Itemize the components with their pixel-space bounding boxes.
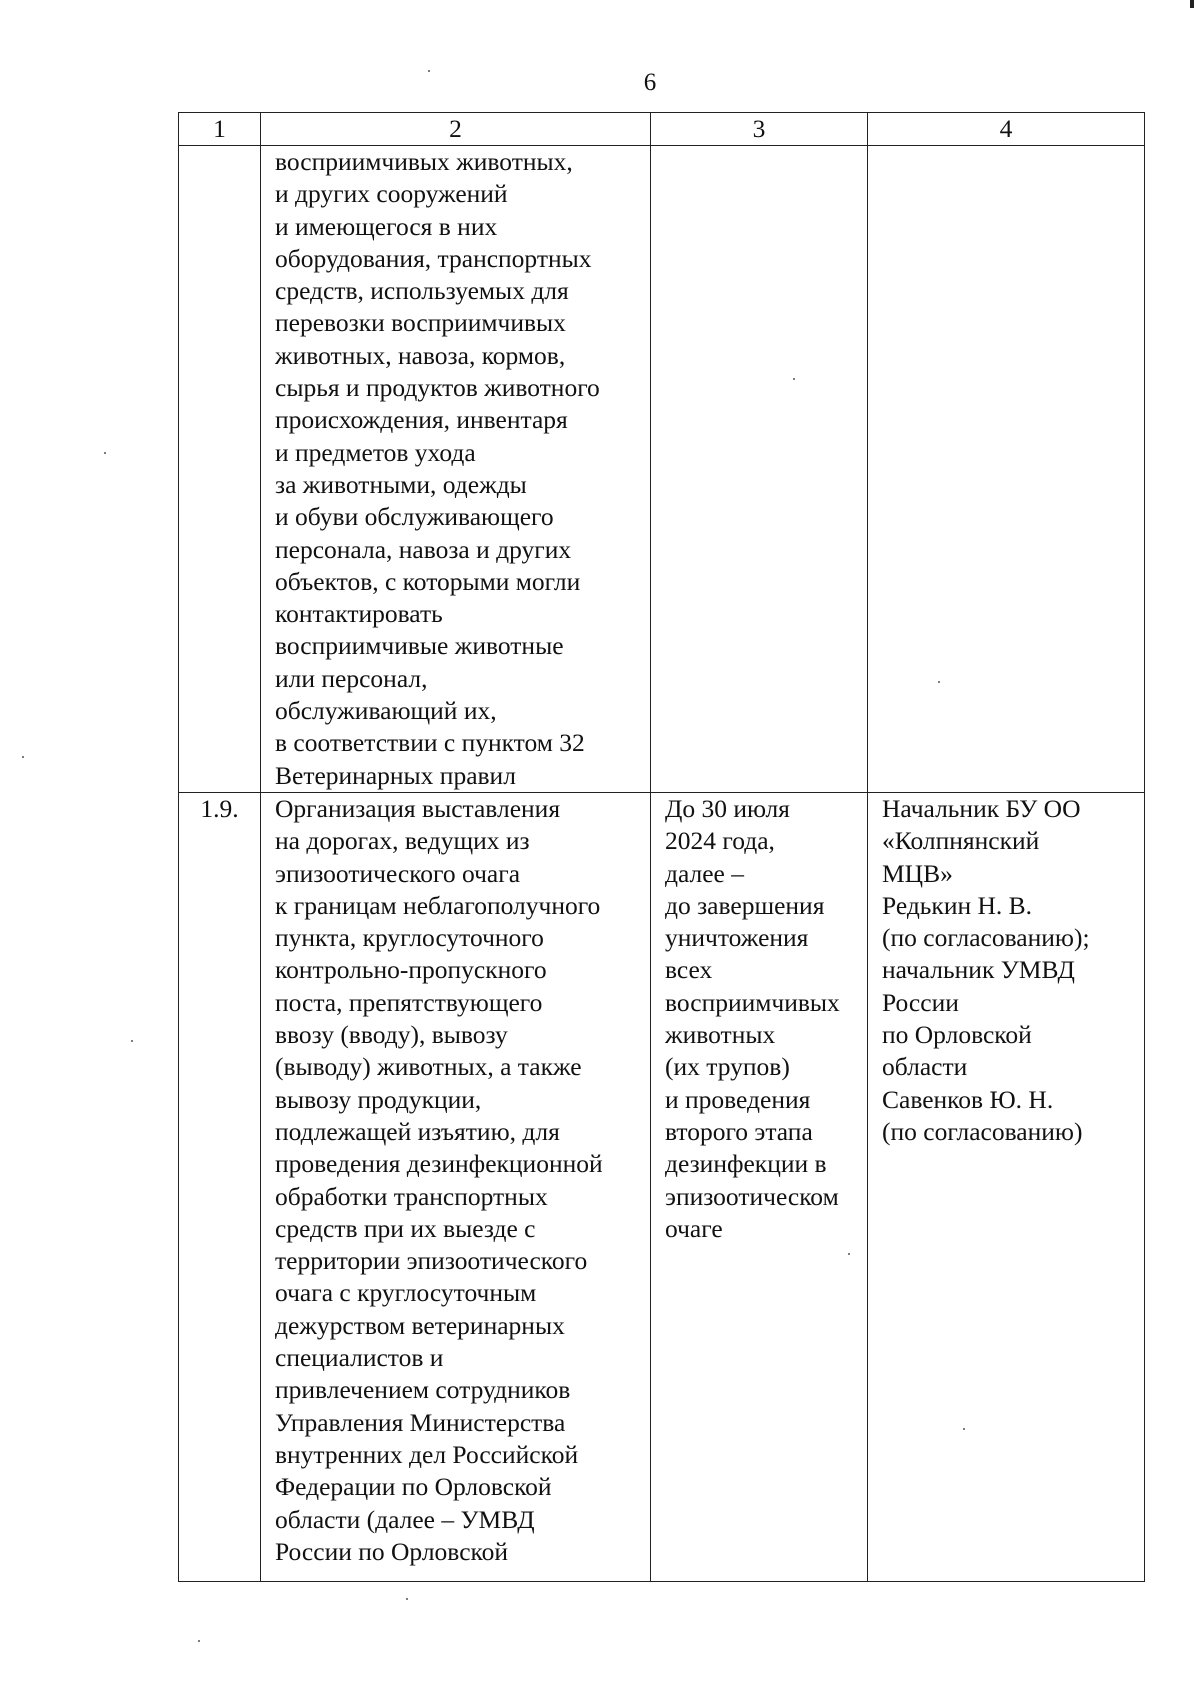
scan-speck [406,1598,408,1600]
deadline-cell [651,146,868,793]
measures-table [178,112,1145,1582]
responsible-cell [868,146,1145,793]
scan-speck [104,452,106,454]
table-row [179,146,1145,793]
table-row [179,793,1145,1582]
column-header: 4 [868,113,1145,146]
page-number: 6 [643,69,657,96]
row-number-cell [179,146,261,793]
measure-cell: Организация выставления на дорогах, ведущих из эпизоотического очага к границам неблагополучного пункта, круглосуточного контрольно-пропускного поста, препятствующего ввозу (вводу), вывозу (выводу) животных, а также вывозу продукции, подлежащей изъятию, для проведения дезинфекционной обработки транспортных средств при их выезде с территории эпизоотического очага с круглосуточным дежурством ветеринарных специалистов и привлечением сотрудников Управления Министерства внутренних дел Российской Федерации по Орловской области (далее – УМВД России по Орловской [261,793,651,1582]
measure-cell: восприимчивых животных, и других сооружений и имеющегося в них оборудования, транспортных средств, используемых для перевозки восприимчивых животных, навоза, кормов, сырья и продуктов животного происхождения, инвентаря и предметов ухода за животными, одежды и обуви обслуживающего персонала, навоза и других объектов, с которыми могли контактировать восприимчивые животные или персонал, обслуживающий их, в соответствии с пунктом 32 Ветеринарных правил [261,146,651,793]
scan-speck [428,70,430,72]
scan-speck [793,378,795,380]
column-header: 2 [261,113,651,146]
scan-speck [848,1253,850,1255]
table-header-row [179,113,1145,146]
scan-speck [963,1428,965,1430]
row-number-cell: 1.9. [179,793,261,1582]
scan-speck [22,756,24,758]
scan-edge-mark [1190,0,1194,8]
column-header: 3 [651,113,868,146]
scan-speck [198,1640,200,1642]
column-header: 1 [179,113,261,146]
responsible-cell: Начальник БУ ОО «Колпнянский МЦВ» Редькин Н. В. (по согласованию); начальник УМВД России по Орловской области Савенков Ю. Н. (по согласованию) [868,793,1145,1582]
scan-speck [131,1040,133,1042]
scan-speck [938,681,940,683]
deadline-cell: До 30 июля 2024 года, далее – до завершения уничтожения всех восприимчивых животных (их трупов) и проведения второго этапа дезинфекции в эпизоотическом очаге [651,793,868,1582]
